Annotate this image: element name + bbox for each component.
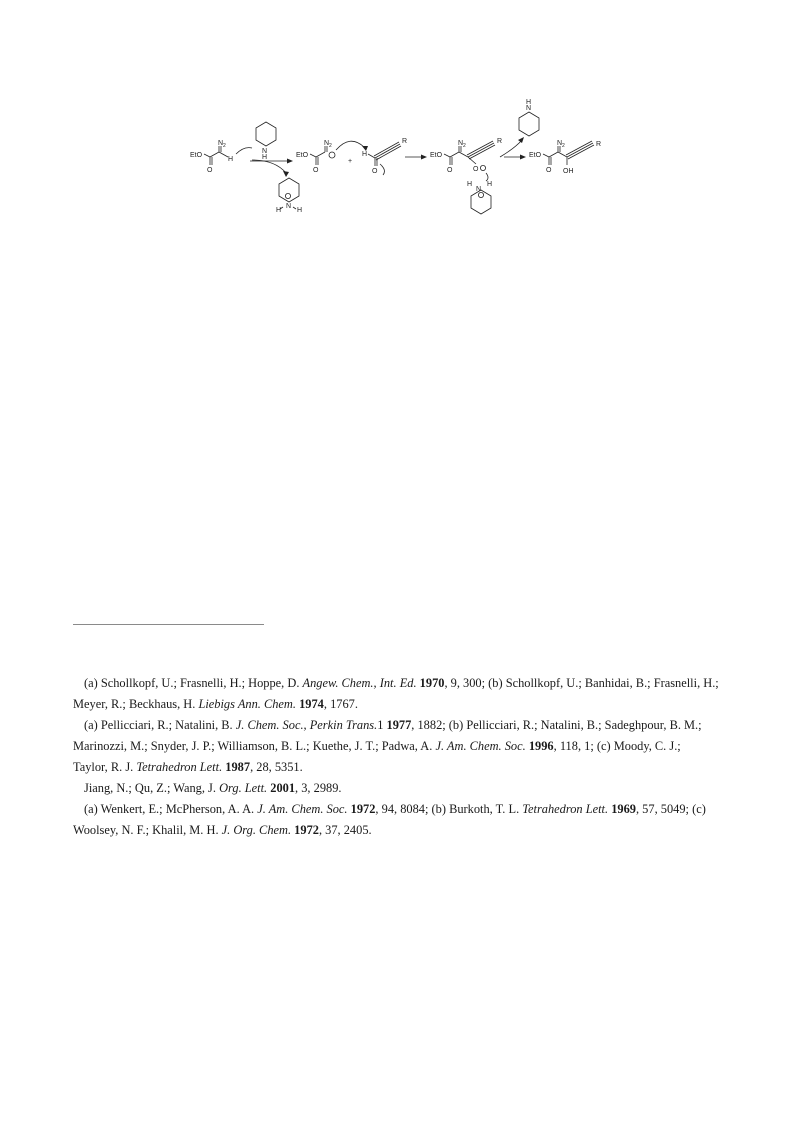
publication-year: 1996 (528, 739, 554, 753)
svg-text:O: O (372, 168, 378, 175)
svg-text:2: 2 (223, 143, 226, 149)
reference-continuation (73, 757, 723, 778)
svg-text:H: H (526, 99, 532, 106)
reference-text: (a) Wenkert, E.; McPherson, A. A. (84, 802, 258, 816)
svg-text:2: 2 (463, 143, 466, 149)
reference-item (73, 799, 723, 820)
diazo-anion-structure (296, 140, 335, 174)
reference-text: Marinozzi, M.; Snyder, J. P.; Williamson, B. L.; Kuethe, J. T.; Padwa, A. (73, 739, 436, 753)
reference-text: , 1767. (323, 697, 358, 711)
svg-text:R: R (497, 138, 503, 145)
publication-year: 1977 (386, 718, 412, 732)
svg-text:R: R (596, 141, 602, 148)
svg-text:N: N (218, 140, 224, 147)
reference-text: 1 (377, 718, 387, 732)
svg-text:O: O (546, 167, 552, 174)
publication-year: 1972 (350, 802, 376, 816)
publication-year: 2001 (270, 781, 296, 795)
svg-text:EtO: EtO (430, 152, 443, 159)
svg-text:N: N (458, 140, 464, 147)
reference-text: , 94, 8084; (b) Burkoth, T. L. (375, 802, 523, 816)
svg-text:N: N (286, 203, 292, 210)
reference-text: Woolsey, N. F.; Khalil, M. H. (73, 823, 222, 837)
svg-text:R: R (402, 138, 408, 145)
journal-name: Org. Lett. (219, 781, 268, 795)
reference-text: , 57, 5049; (c) (635, 802, 706, 816)
svg-text:O: O (313, 167, 319, 174)
reference-item (73, 778, 723, 799)
svg-text:H: H (487, 181, 493, 188)
reference-text: (a) Pellicciari, R.; Natalini, B. (84, 718, 236, 732)
publication-year: 1987 (225, 760, 251, 774)
svg-text:H: H (362, 151, 368, 158)
reference-text: , 28, 5351. (250, 760, 303, 774)
piperidinium-2 (467, 181, 492, 214)
journal-name: J. Am. Chem. Soc. (435, 739, 526, 753)
publication-year: 1969 (611, 802, 636, 816)
svg-text:O: O (207, 167, 213, 174)
svg-text:H: H (276, 207, 282, 214)
journal-name: Tetrahedron Lett. (522, 802, 609, 816)
ethyl-diazoacetate-structure (190, 140, 233, 174)
product-structure (529, 140, 601, 175)
svg-text:O: O (447, 167, 453, 174)
journal-name: J. Chem. Soc., Perkin Trans. (235, 718, 378, 732)
reference-text: Meyer, R.; Beckhaus, H. (73, 697, 199, 711)
publication-year: 1970 (419, 676, 445, 690)
reference-continuation (73, 820, 723, 841)
ynal-structure (362, 138, 407, 175)
reference-continuation (73, 694, 723, 715)
svg-text:H: H (228, 156, 234, 163)
reference-text: , 9, 300; (b) Schollkopf, U.; Banhidai, B.; Frasnelli, H.; (444, 676, 719, 690)
piperidine-regenerated (519, 99, 539, 136)
svg-text:+: + (348, 158, 353, 165)
journal-name: Tetrahedron Lett. (136, 760, 223, 774)
journal-name: Angew. Chem., Int. Ed. (302, 676, 417, 690)
reference-continuation (73, 736, 723, 757)
reference-text: , 1882; (b) Pellicciari, R.; Natalini, B.; Sadeghpour, B. M.; (411, 718, 702, 732)
reference-text: Taylor, R. J. (73, 760, 137, 774)
journal-name: Liebigs Ann. Chem. (198, 697, 296, 711)
svg-text:N: N (476, 186, 482, 193)
piperidine-base-1 (256, 122, 276, 161)
reference-item (73, 673, 723, 694)
reference-text: Jiang, N.; Qu, Z.; Wang, J. (84, 781, 220, 795)
reaction-scheme (0, 0, 793, 240)
footnote-separator (73, 624, 264, 625)
reference-text: , 3, 2989. (295, 781, 342, 795)
journal-name: J. Am. Chem. Soc. (257, 802, 348, 816)
svg-text:O: O (473, 166, 479, 173)
publication-year: 1974 (299, 697, 324, 711)
alkoxide-intermediate (430, 138, 502, 181)
publication-year: 1972 (294, 823, 319, 837)
reference-text: , 118, 1; (c) Moody, C. J.; (553, 739, 681, 753)
svg-text:H: H (467, 181, 473, 188)
piperidinium-1 (276, 178, 302, 214)
references-list (73, 673, 723, 841)
reference-text: (a) Schollkopf, U.; Frasnelli, H.; Hoppe, D. (84, 676, 303, 690)
svg-text:N: N (324, 140, 330, 147)
svg-text:H: H (297, 207, 303, 214)
svg-text:N: N (262, 148, 268, 155)
svg-text:EtO: EtO (190, 152, 203, 159)
svg-text:2: 2 (562, 143, 565, 149)
reference-item (73, 715, 723, 736)
svg-text:EtO: EtO (529, 152, 542, 159)
svg-text:N: N (526, 105, 532, 112)
svg-text:OH: OH (563, 168, 574, 175)
svg-text:N: N (557, 140, 563, 147)
journal-name: J. Org. Chem. (221, 823, 292, 837)
svg-text:2: 2 (329, 143, 332, 149)
svg-text:H: H (262, 154, 268, 161)
reference-text: , 37, 2405. (318, 823, 372, 837)
svg-text:EtO: EtO (296, 152, 309, 159)
